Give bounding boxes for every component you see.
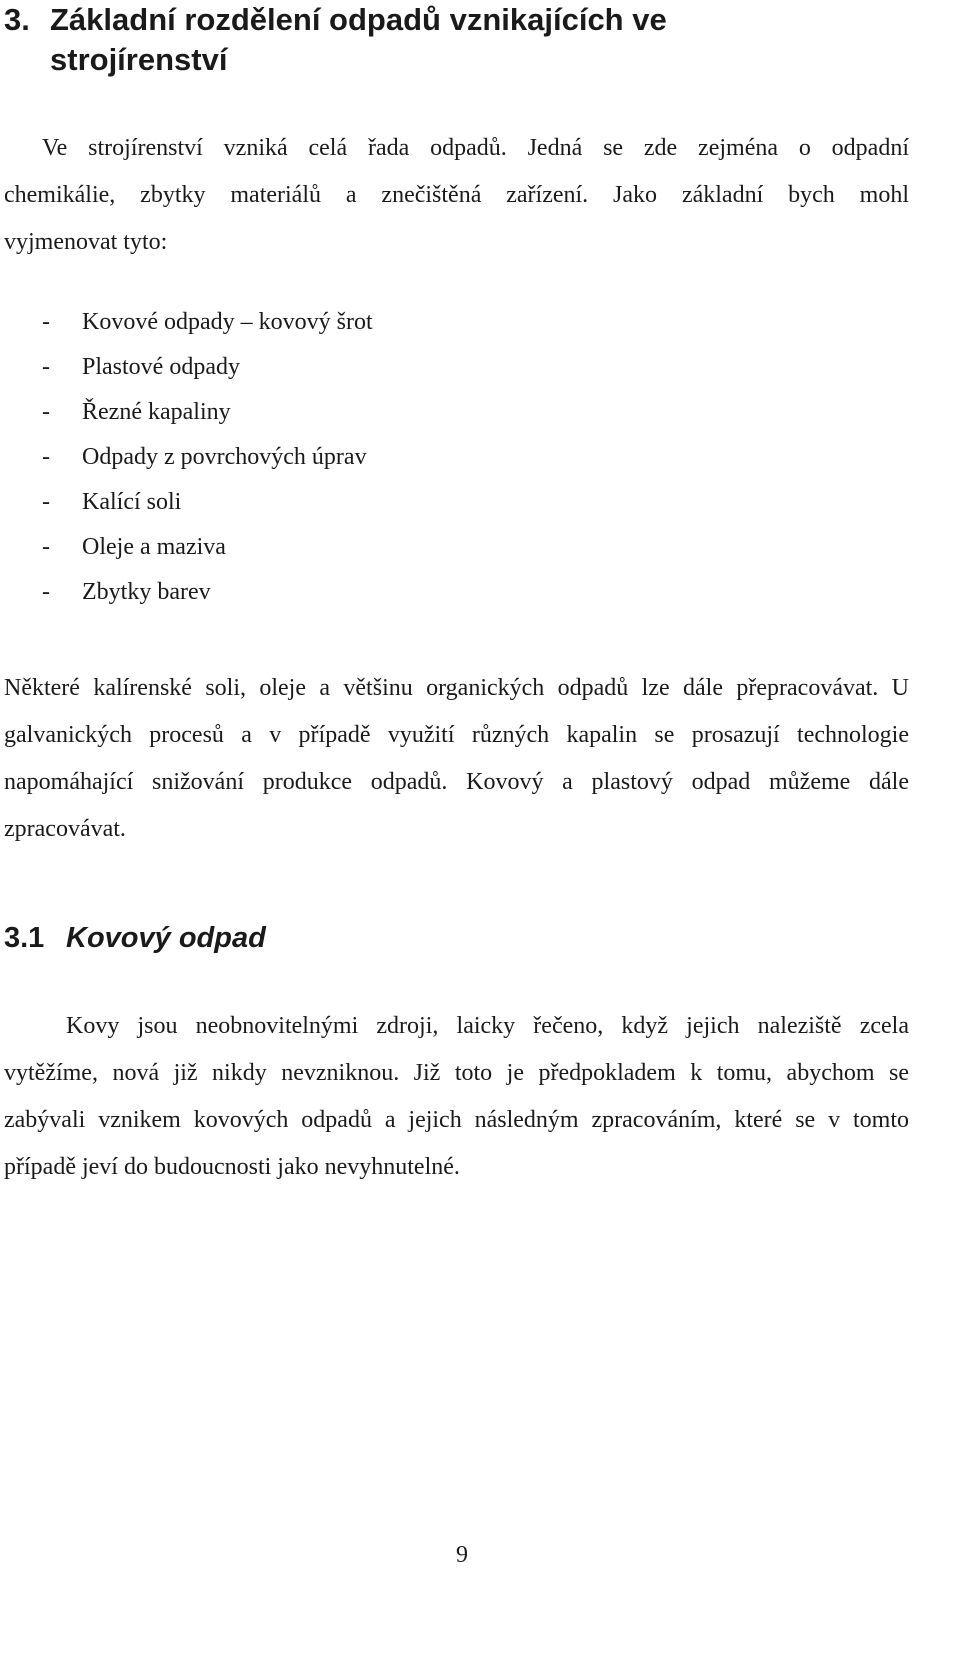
paragraph-line: napomáhající snižování produkce odpadů. Kovový a plastový odpad můžeme dále: [4, 769, 909, 795]
intro-paragraph: [4, 125, 909, 266]
paragraph-line: Ve strojírenství vzniká celá řada odpadů. Jedná se zde zejména o odpadní: [42, 135, 909, 161]
list-item: - Zbytky barev: [42, 579, 211, 605]
paragraph-line: případě jeví do budoucnosti jako nevyhnutelné.: [4, 1154, 460, 1180]
section-number: 3.: [4, 2, 30, 37]
paragraph-line: vytěžíme, nová již nikdy nevzniknou. Již toto je předpokladem k tomu, abychom se: [4, 1060, 909, 1086]
list-item: - Odpady z povrchových úprav: [42, 444, 367, 470]
processing-paragraph: [4, 665, 909, 853]
list-item: - Plastové odpady: [42, 354, 240, 380]
list-item: - Řezné kapaliny: [42, 399, 231, 425]
paragraph-line: zpracovávat.: [4, 816, 126, 842]
section-heading: [4, 0, 904, 80]
paragraph-line: chemikálie, zbytky materiálů a znečištěná zařízení. Jako základní bych mohl: [4, 182, 909, 208]
subsection-title: Kovový odpad: [66, 922, 266, 954]
section-title-line-2: strojírenství: [50, 42, 228, 77]
list-item: - Kalící soli: [42, 489, 182, 515]
list-item: - Oleje a maziva: [42, 534, 226, 560]
list-item: - Kovové odpady – kovový šrot: [42, 309, 373, 335]
page-number: 9: [456, 1542, 468, 1568]
waste-type-list: [42, 300, 373, 615]
subsection-heading: [4, 918, 266, 958]
paragraph-line: vyjmenovat tyto:: [4, 229, 168, 255]
paragraph-line: Některé kalírenské soli, oleje a většinu organických odpadů lze dále přepracovávat. U: [4, 675, 909, 701]
metal-waste-paragraph: [4, 1003, 909, 1191]
paragraph-line: galvanických procesů a v případě využití různých kapalin se prosazují technologie: [4, 722, 909, 748]
paragraph-line: zabývali vznikem kovových odpadů a jejich následným zpracováním, které se v tomto: [4, 1107, 909, 1133]
section-title-line-1: Základní rozdělení odpadů vznikajících ve: [50, 2, 667, 37]
subsection-number: 3.1: [4, 922, 45, 954]
paragraph-line: Kovy jsou neobnovitelnými zdroji, laicky řečeno, když jejich naleziště zcela: [66, 1013, 909, 1039]
